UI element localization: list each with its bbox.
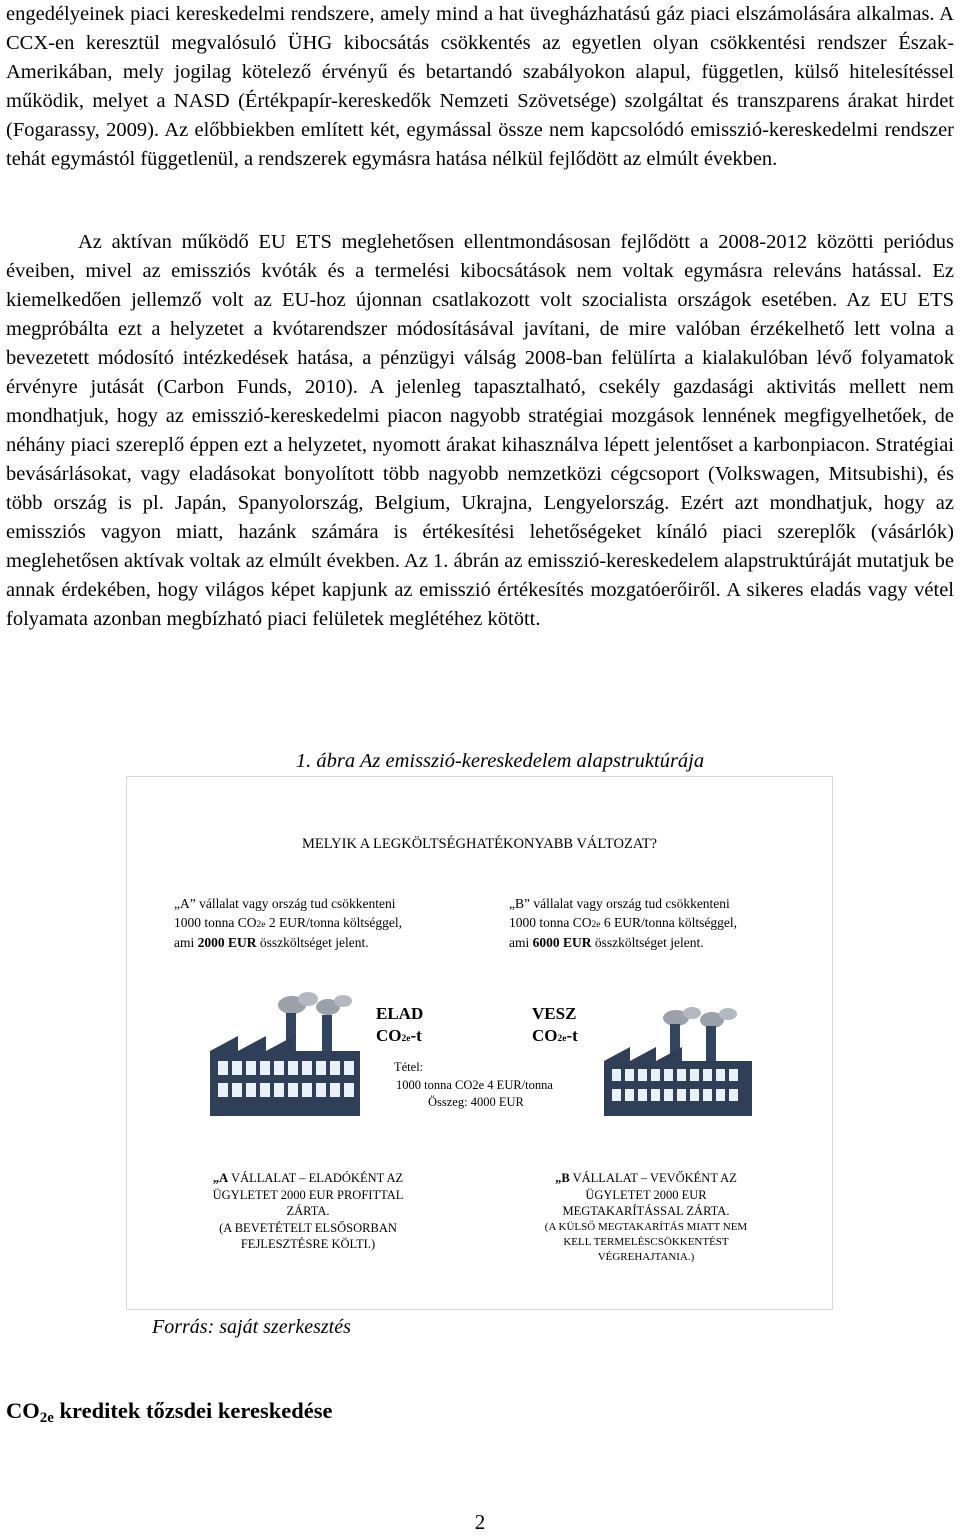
figure-caption: 1. ábra Az emisszió-kereskedelem alapstruktúrája	[295, 750, 705, 772]
result-a-line5: FEJLESZTÉSRE KÖLTI.)	[240, 1237, 376, 1251]
company-a-line3: ami 2000 EUR összköltséget jelent.	[174, 935, 369, 950]
result-b-line6: VÉGREHAJTANIA.)	[597, 1250, 695, 1263]
company-a-result	[188, 1170, 428, 1253]
sell-label	[376, 1003, 423, 1050]
factory-b-icon	[604, 1006, 752, 1116]
result-b-line5: KELL TERMELÉSCSÖKKENTÉST	[563, 1235, 729, 1248]
company-b-description	[509, 895, 799, 953]
figure-source: Forrás: saját szerkesztés	[152, 1316, 351, 1338]
transaction-detail: 1000 tonna CO2e 4 EUR/tonna	[396, 1077, 553, 1092]
sell-unit: CO2e-t	[376, 1026, 422, 1045]
buy-unit: CO2e-t	[532, 1026, 578, 1045]
result-b-line1: „B VÁLLALAT – VEVŐKÉNT AZ	[555, 1171, 737, 1185]
result-a-line4: (A BEVETÉTELT ELSŐSORBAN	[219, 1220, 397, 1235]
result-a-line2: ÜGYLETET 2000 EUR PROFITTAL	[212, 1187, 404, 1202]
result-b-line3: MEGTAKARÍTÁSSAL ZÁRTA.	[562, 1204, 730, 1218]
company-b-line2: 1000 tonna CO2e 6 EUR/tonna költséggel,	[509, 914, 737, 930]
transaction-total: Összeg: 4000 EUR	[428, 1095, 524, 1109]
company-b-line1: „B” vállalat vagy ország tud csökkenteni	[509, 896, 730, 911]
factory-a-icon	[210, 991, 360, 1116]
company-b-result	[524, 1170, 768, 1265]
figure-emission-trading-structure	[126, 776, 833, 1310]
transaction-label: Tétel:	[394, 1060, 424, 1074]
result-a-line3: ZÁRTA.	[286, 1204, 330, 1218]
result-b-line2: ÜGYLETET 2000 EUR	[585, 1187, 707, 1202]
company-b-line3: ami 6000 EUR összköltséget jelent.	[509, 935, 704, 950]
body-paragraph-1: engedélyeinek piaci kereskedelmi rendszere, amely mind a hat üvegházhatású gáz piaci elszámolására alkalmas. A CCX-en keresztül megvalósuló ÜHG kibocsátás csökkentés az egyetlen olyan csökkentési rendszer Észak-Amerikában, mely jogilag kötelező érvényű és betartandó szabályokon alapul, független, külső hitelesítéssel működik, melyet a NASD (Értékpapír-kereskedők Nemzeti Szövetsége) szolgáltat és transzparens árakat hirdet (Fogarassy, 2009). Az előbbiekben említett két, egymással össze nem kapcsolódó emisszió-kereskedelmi rendszer tehát egymástól függetlenül, a rendszerek egymásra hatása nélkül fejlődött az elmúlt években.	[6, 3, 954, 170]
buy-word: VESZ	[532, 1004, 577, 1023]
body-paragraph-2: Az aktívan működő EU ETS meglehetősen ellentmondásosan fejlődött a 2008-2012 közötti periódus éveiben, mivel az emissziós kvóták és a termelési kibocsátások nem voltak egymásra releváns hatással. Ez kiemelkedően jellemző volt az EU-hoz újonnan csatlakozott volt szocialista országok esetében. Az EU ETS megpróbálta ezt a helyzetet a kvótarendszer módosításával javítani, de mire valóban érzékelhető lett volna a bevezetett módosító intézkedések hatása, a pénzügyi válság 2008-ban felülírta a kialakulóban lévő folyamatok érvényre jutását (Carbon Funds, 2010). A jelenleg tapasztalható, csekély gazdasági aktivitás mellett nem mondhatjuk, hogy az emisszió-kereskedelmi piacon nagyobb stratégiai mozgások lennének megfigyelhetőek, de néhány piaci szereplő éppen ezt a helyzetet, nyomott árakat kihasználva lépett jelentőset a karbonpiacon. Stratégiai bevásárlásokat, vagy eladásokat bonyolított több nagyobb nemzetközi cégcsoport (Volkswagen, Mitsubishi), és több ország is pl. Japán, Spanyolország, Belgium, Ukrajna, Lengyelország. Ezért azt mondhatjuk, hogy az emissziós vagyon miatt, hazánk számára is értékesítési lehetőségeket kínáló piaci szereplők (vásárlók) meglehetősen aktívak voltak az elmúlt években. Az 1. ábrán az emisszió-kereskedelem alapstruktúráját mutatjuk be annak érdekében, hogy világos képet kapjunk az emisszió értékesítés mozgatóerőiről. A sikeres eladás vagy vétel folyamata azonban megbízható piaci felületek meglétéhez kötött.	[6, 231, 954, 630]
transaction-details	[394, 1059, 553, 1112]
buy-label	[532, 1003, 578, 1050]
company-a-line1: „A” vállalat vagy ország tud csökkenteni	[174, 896, 396, 911]
company-a-description	[174, 895, 464, 953]
section-heading: CO2e kreditek tőzsdei kereskedése	[6, 1398, 333, 1426]
company-a-line2: 1000 tonna CO2e 2 EUR/tonna költséggel,	[174, 914, 402, 930]
result-a-line1: „A VÁLLALAT – ELADÓKÉNT AZ	[212, 1171, 404, 1185]
figure-heading: MELYIK A LEGKÖLTSÉGHATÉKONYABB VÁLTOZAT?	[301, 836, 657, 852]
result-b-line4: (A KÜLSŐ MEGTAKARÍTÁS MIATT NEM	[544, 1220, 748, 1233]
sell-word: ELAD	[376, 1004, 424, 1023]
page-number: 2	[474, 1510, 486, 1534]
